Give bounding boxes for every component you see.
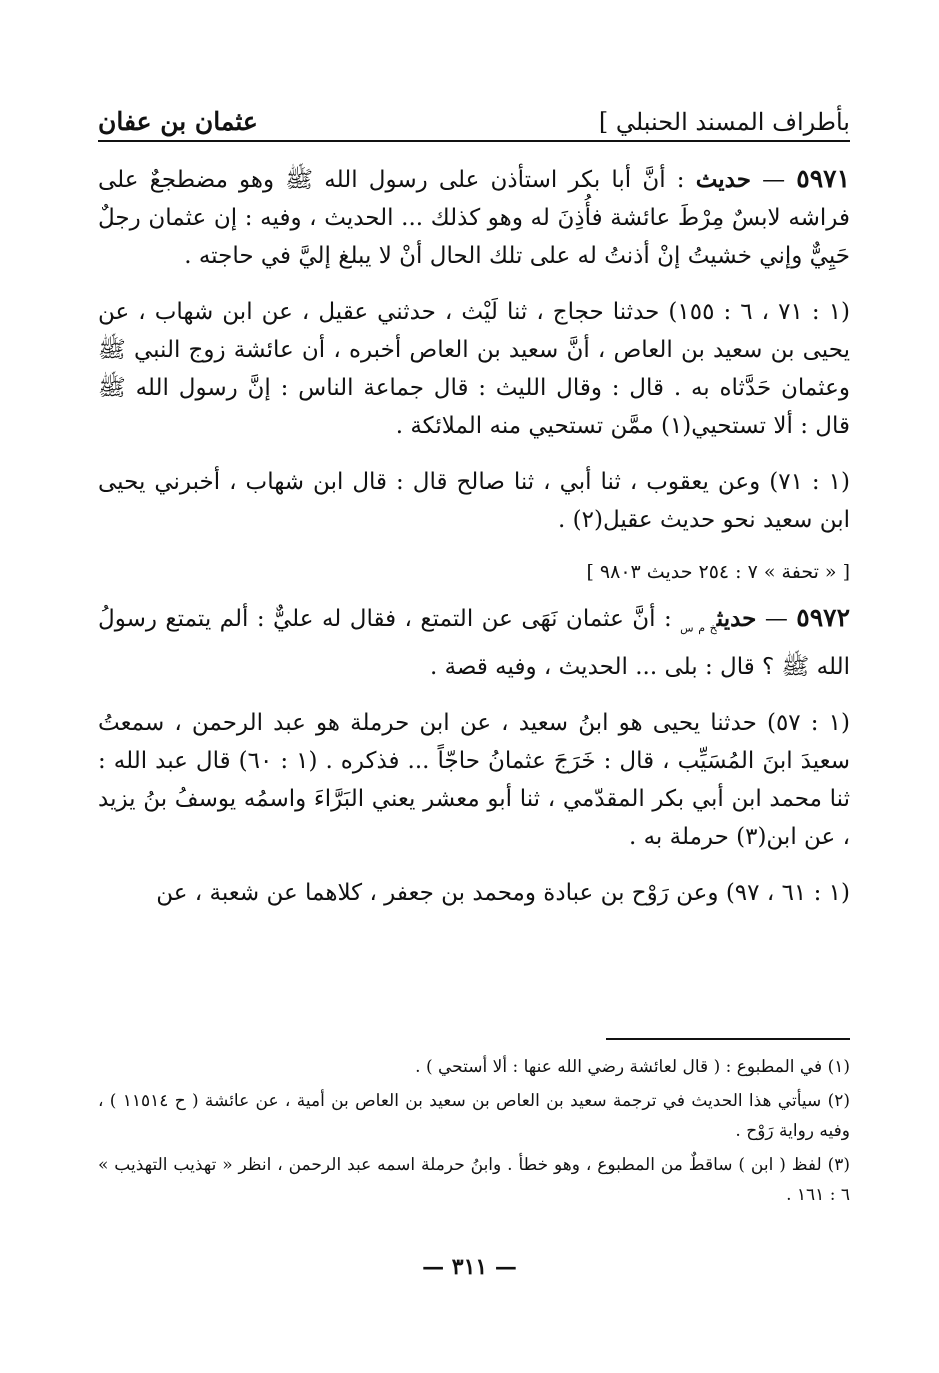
hadith-number: ٥٩٧١ [796,164,850,193]
isnad-chain: (١ : ٥٧) حدثنا يحيى هو ابنُ سعيد ، عن ابن حرملة هو عبد الرحمن ، سمعتُ سعيدَ ابنَ المُسَيِّب ، قال : خَرَجَ عثمانُ حاجّاً ... فذكره . (١ : ٦٠) قال عبد الله : ثنا محمد ابن أبي بكر المقدّمي ، ثنا أبو معشر يعني البَرَّاءَ واسمُه يوسفُ بنُ يزيد ، عن ابن(٣) حرملة به . [98,709,851,850]
tuhfa-reference: [ « تحفة » ٧ : ٢٥٤ حديث ٩٨٠٣ ] [586,561,850,583]
main-text [98,160,850,930]
footnote: (١) في المطبوع : ( قال لعائشة رضي الله عنها : ألا أستحي ) . [415,1057,850,1077]
hadith-number: ٥٩٧٢ [796,603,851,632]
book-title: بأطراف المسند الحنبلي ] [598,108,850,136]
hadith-label: حديث [716,605,757,632]
running-header [98,96,850,136]
footnote: (٣) لفظ ( ابن ) ساقطٌ من المطبوع ، وهو خطأ . وابنُ حرملة اسمه عبد الرحمن ، انظر « تهذيب التهذيب » ٦ : ١٦١ . [98,1155,850,1205]
hadith-label: حديث [695,166,751,193]
isnad-chain: (١ : ٧١) وعن يعقوب ، ثنا أبي ، ثنا صالح قال : قال ابن شهاب ، أخبرني يحيى ابن سعيد نحو حديث عقيل(٢) . [98,469,850,533]
isnad-chain: (١ : ٦١ ، ٩٧) وعن رَوْح بن عبادة ومحمد بن جعفر ، كلاهما عن شعبة ، عن [156,879,850,906]
footnotes [98,1052,850,1214]
section-title: عثمان بن عفان [98,107,258,136]
isnad-chain: (١ : ٧١ ، ٦ : ١٥٥) حدثنا حجاج ، ثنا لَيْث ، حدثني عقيل ، عن ابن شهاب ، عن يحيى بن سعيد بن العاص ، أنَّ سعيد بن العاص أخبره ، أن عائشة زوج النبي ﷺ وعثمان حَدَّثاه به . قال : وقال الليث : قال جماعة الناس : إنَّ رسول الله ﷺ قال : ألا تستحيي(١) ممَّن تستحيي منه الملائكة . [98,299,851,439]
hadith-text: : أنَّ أبا بكر استأذن على رسول الله ﷺ وهو مضطجعٌ على فراشه لابسٌ مِرْطَ عائشة فأُذِنَ له وهو كذلك ... الحديث ، وفيه : إن عثمان رجلٌ حَيِيٌّ وإني خشيتُ إنْ أذنتُ له على تلك الحال أنْ لا يبلغ إليَّ في حاجته . [98,167,850,269]
page-number: — ٣١١ — [422,1254,517,1280]
source-symbols: خ م س [680,621,717,635]
footnote-divider [606,1038,850,1040]
footnote: (٢) سيأتي هذا الحديث في ترجمة سعيد بن العاص بن سعيد بن العاص بن أمية ، عن عائشة ( ح ١١٥١٤ ) ، وفيه رواية رَوْح . [98,1091,850,1141]
hadith-text: : أنَّ عثمان نَهَى عن التمتع ، فقال له عليٌّ : ألم يتمتع رسولُ الله ﷺ ؟ قال : بلى ... الحديث ، وفيه قصة . [98,606,850,680]
hadith-entry: ٥٩٧٢ — حديث$_{خ م س}$ : أنَّ عثمان نَهَى عن التمتع ، فقال له عليٌّ : ألم يتمتع رسولُ الله ﷺ ؟ قال : بلى ... الحديث ، وفيه قصة . [98,603,851,680]
header-divider [98,140,850,142]
hadith-entry: ٥٩٧١ — حديث : أنَّ أبا بكر استأذن على رسول الله ﷺ وهو مضطجعٌ على فراشه لابسٌ مِرْطَ عائشة فأُذِنَ له وهو كذلك ... الحديث ، وفيه : إن عثمان رجلٌ حَيِيٌّ وإني خشيتُ إنْ أذنتُ له على تلك الحال أنْ لا يبلغ إليَّ في حاجته . [98,164,850,269]
